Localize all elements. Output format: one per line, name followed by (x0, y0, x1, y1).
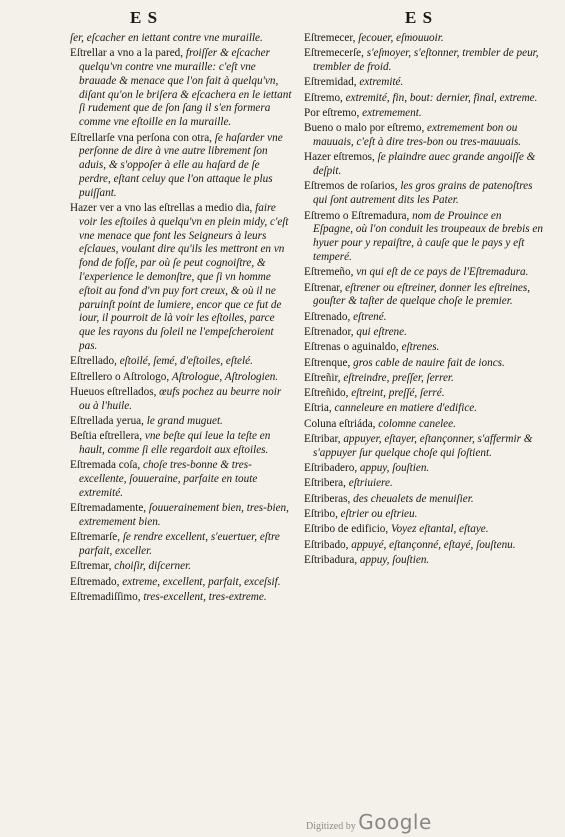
dictionary-entry (304, 357, 544, 371)
dictionary-entry (304, 433, 544, 461)
dictionary-entry (70, 386, 292, 414)
entry-headword: Coluna eſtriáda, (304, 417, 376, 430)
entry-headword: Eſtremado, (70, 575, 120, 588)
entry-headword: Eſtribadero, (304, 462, 358, 475)
entry-definition: gros cable de nauire fait de ioncs. (353, 356, 505, 369)
entry-definition: choiſir, diſcerner. (114, 560, 192, 573)
entry-definition: choſe tres-bonne & tres-excellente, ſouueraine, parfaite en toute extremité. (79, 459, 258, 499)
entry-definition: eſtrier ou eſtrieu. (340, 508, 418, 520)
dictionary-entry (70, 459, 292, 500)
entry-headword: Eſtribo de edificio, (304, 523, 389, 536)
dictionary-entry (70, 502, 292, 530)
entry-definition: appuy, ſouſtien. (359, 462, 430, 475)
entry-definition: ſe plaindre auec grande angoiſſe & deſpit. (313, 151, 536, 178)
entry-headword: Eſtremo o Eſtremadura, (304, 209, 410, 222)
entry-definition: appuy, ſouſtien. (359, 553, 430, 566)
entry-headword: Eſtreñir, (304, 371, 341, 384)
dictionary-entry (70, 531, 292, 559)
entry-headword: Eſtrenador, (304, 325, 354, 338)
entry-definition: extremement bon ou mauuais, c'eſt à dire tres-bon ou tres-mauuais. (313, 122, 522, 149)
entry-headword: Eſtremar, (70, 560, 112, 573)
dictionary-entry (70, 47, 292, 130)
dictionary-entry (304, 266, 544, 280)
entry-definition: ſe rendre excellent, s'euertuer, eſtre parfait, exceller. (79, 531, 280, 558)
entry-definition: extremement. (362, 106, 422, 119)
entry-headword: Eſtribo, (304, 508, 338, 520)
entry-headword: Eſtrellar a vno a la pared, (70, 47, 184, 60)
entry-definition: eſtreindre, preſſer, ſerrer. (343, 371, 454, 384)
digitized-label: Digitized by (306, 821, 356, 832)
dictionary-entry (70, 32, 292, 46)
entry-definition: eſtrenes. (401, 341, 440, 354)
running-head-right: E S (405, 8, 434, 27)
entry-definition: des cheualets de menuiſier. (353, 492, 474, 505)
entry-definition: eſtriuiere. (348, 477, 393, 490)
dictionary-entry (304, 402, 544, 416)
entry-definition: froiſſer & eſcacher quelqu'vn contre vne muraille: c'eſt vne brauade & menace que l'on fait à quelqu'vn, diſant qu'on le briſera & eſcachera en le iettant ſi rudement que de ſon ſang il s'en formera comme vne eſtoille en la muraille. (79, 47, 292, 129)
entry-headword: Eſtrellada yerua, (70, 415, 144, 428)
dictionary-entry (70, 430, 292, 458)
dictionary-entry (304, 554, 544, 568)
dictionary-entry (304, 372, 544, 386)
entry-headword: Eſtrenado, (304, 310, 351, 323)
entry-headword: Por eſtremo, (304, 106, 360, 119)
left-column (70, 32, 292, 606)
dictionary-entry (304, 387, 544, 401)
right-column (304, 32, 544, 569)
entry-definition: appuyer, eſtayer, eſtançonner, s'affermir & s'appuyer ſur quelque choſe qui ſoſtient. (313, 433, 533, 459)
running-head-left: E S (130, 8, 159, 27)
entry-headword: Eſtrenar, (304, 281, 343, 294)
entry-headword: Eſtreñido, (304, 387, 349, 400)
dictionary-entry (304, 462, 544, 476)
entry-definition: œufs pochez au beurre noir ou à l'huile. (79, 385, 282, 412)
entry-definition: extreme, excellent, parfait, exceſsif. (122, 575, 281, 588)
entry-definition: colomne canelee. (378, 417, 456, 430)
entry-definition: extremité, fin, bout: dernier, final, extreme. (345, 91, 538, 104)
dictionary-entry (304, 418, 544, 432)
dictionary-entry (304, 76, 544, 90)
entry-headword: Eſtremadamente, (70, 502, 147, 515)
digitized-by-watermark (306, 810, 432, 834)
entry-headword: Eſtribar, (304, 433, 341, 446)
entry-definition: faire voir les eſtoiles à quelqu'vn en plein midy, c'eſt vne menace que font les Seigneurs à leurs eſclaues, voulant dire qu'ils les mettront en vn fond de foſſe, par où ſe peut cognoiſtre, & l'experience le demonſtre, que ſi vn homme eſtoit au fond d'vn puy fort creux, & où il ne paruinſt point de lumiere, encor que ce fut de iour, il pourroit de là voir les eſtoiles, parce que les rayons du ſoleil ne l'empeſcheroient pas. (79, 202, 289, 353)
entry-definition: s'eſmoyer, s'eſtonner, trembler de peur, trembler de froid. (313, 47, 539, 74)
entry-headword: Eſtribado, (304, 538, 349, 551)
entry-headword: Eſtremecerſe, (304, 47, 364, 60)
entry-headword: Eſtrenque, (304, 356, 351, 369)
dictionary-entry (304, 92, 544, 106)
dictionary-entry (70, 576, 292, 590)
dictionary-entry (304, 326, 544, 340)
entry-headword: Eſtremada coſa, (70, 459, 141, 472)
entry-headword: Eſtrellero o Aſtrologo, (70, 370, 170, 383)
dictionary-entry (70, 560, 292, 574)
dictionary-entry (304, 210, 544, 265)
entry-definition: Voyez eſtantal, eſtaye. (391, 523, 489, 536)
entry-headword: Eſtremos de roſarios, (304, 180, 398, 193)
dictionary-entry (304, 341, 544, 355)
entry-headword: Eſtrellado, (70, 355, 117, 368)
dictionary-entry (304, 47, 544, 75)
entry-headword: Eſtremidad, (304, 76, 357, 89)
entry-definition: vne beſte qui leue la teſte en hault, comme ſi elle regardoit aux eſtoiles. (79, 430, 271, 457)
entry-definition: les gros grains de patenoſtres qui ſont autrement dits les Pater. (313, 180, 533, 207)
entry-headword: Eſtrenas o aguinaldo, (304, 341, 399, 354)
entry-headword: Hueuos eſtrellados, (70, 385, 157, 398)
dictionary-entry (304, 493, 544, 507)
entry-headword: Eſtriberas, (304, 492, 351, 505)
dictionary-entry (70, 132, 292, 201)
dictionary-entry (70, 415, 292, 429)
entry-headword: Hazer ver a vno las eſtrellas a medio dia, (70, 202, 253, 215)
dictionary-entry (304, 477, 544, 491)
entry-definition: appuyé, eſtançonné, eſtayé, ſouſtenu. (351, 538, 516, 551)
entry-headword: Eſtremecer, (304, 32, 356, 44)
entry-headword: Hazer eſtremos, (304, 151, 375, 164)
dictionary-entry (70, 202, 292, 354)
entry-definition: tres-excellent, tres-extreme. (143, 591, 267, 604)
dictionary-entry (304, 282, 544, 310)
entry-definition: ſe haſarder vne perſonne de dire à vne autre librement ſon aduis, & s'oppoſer à elle au haſard de ſe perdre, eſtant celuy que l'on attaque le plus puiſſant. (79, 131, 283, 199)
entry-headword: Eſtremadiſſimo, (70, 591, 141, 604)
entry-definition: Aſtrologue, Aſtrologien. (171, 370, 279, 383)
entry-headword: Eſtremeño, (304, 266, 354, 279)
dictionary-entry (70, 371, 292, 385)
entry-definition: eſtrené. (353, 310, 387, 323)
entry-headword: Eſtremarſe, (70, 531, 121, 544)
entry-definition: le grand muguet. (146, 415, 223, 428)
entry-definition: ſer, eſcacher en iettant contre vne muraille. (70, 32, 263, 44)
entry-definition: qui eſtrene. (356, 325, 407, 338)
entry-headword: Eſtrellarſe vna perſona con otra, (70, 131, 212, 144)
entry-headword: Eſtria, (304, 402, 332, 415)
dictionary-entry (304, 180, 544, 208)
dictionary-entry (70, 591, 292, 605)
google-logo: Google (358, 810, 432, 834)
dictionary-entry (304, 122, 544, 150)
entry-definition: extremité. (359, 76, 404, 89)
entry-headword: Eſtribadura, (304, 553, 358, 566)
dictionary-entry (70, 355, 292, 369)
entry-definition: ſecouer, eſmouuoir. (358, 32, 444, 44)
dictionary-entry (304, 151, 544, 179)
entry-definition: eſtreint, preſſé, ſerré. (351, 387, 445, 400)
entry-definition: nom de Prouince en Eſpagne, où l'on conduit les troupeaux de brebis en hyuer pour y repaiſtre, à cauſe que le pays y eſt temperé. (313, 209, 543, 263)
dictionary-entry (304, 539, 544, 553)
dictionary-entry (304, 32, 544, 46)
entry-headword: Eſtremo, (304, 91, 343, 104)
entry-definition: canneleure en matiere d'edifice. (334, 402, 478, 415)
entry-definition: eſtrener ou eſtreiner, donner les eſtreines, gouſter & taſter de quelque choſe le premier. (313, 281, 531, 308)
entry-definition: vn qui eſt de ce pays de l'Eſtremadura. (356, 266, 529, 279)
dictionary-entry (304, 107, 544, 121)
entry-headword: Eſtribera, (304, 477, 346, 490)
dictionary-entry (304, 311, 544, 325)
entry-headword: Beſtia eſtrellera, (70, 430, 143, 443)
entry-definition: eſtoilé, ſemé, d'eſtoiles, eſtelé. (119, 355, 253, 368)
entry-definition: ſouuerainement bien, tres-bien, extremement bien. (79, 502, 289, 529)
dictionary-entry (304, 508, 544, 522)
entry-headword: Bueno o malo por eſtremo, (304, 122, 425, 135)
dictionary-entry (304, 523, 544, 537)
